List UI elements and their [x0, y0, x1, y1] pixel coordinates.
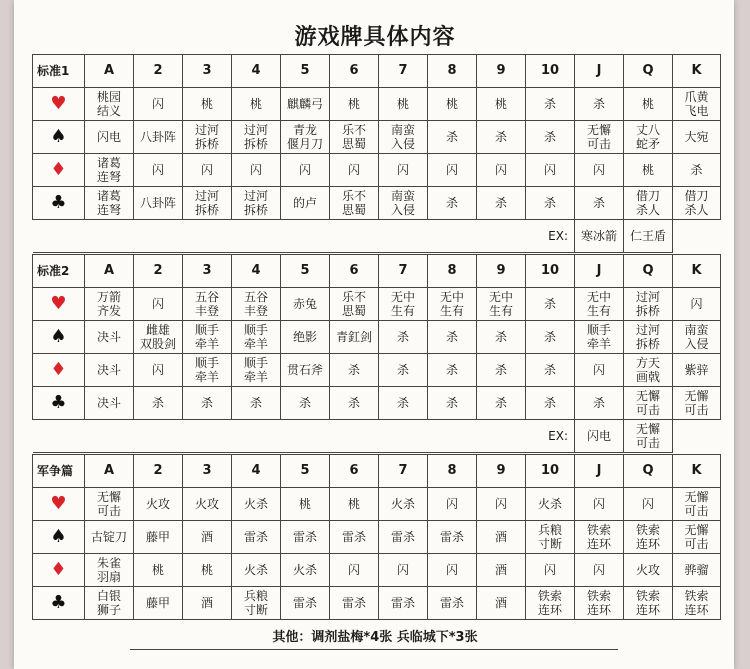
card-cell: 火杀	[232, 488, 281, 521]
rank-header: 3	[183, 55, 232, 88]
page-title: 游戏牌具体内容	[294, 25, 456, 50]
card-cell: 杀	[526, 354, 575, 387]
card-cell: 闪	[624, 488, 673, 521]
footer-underline	[130, 649, 618, 650]
card-cell: 桃	[428, 88, 477, 121]
card-cell: 乐不 思蜀	[330, 288, 379, 321]
table-row	[33, 154, 721, 187]
card-cell: 顺手 牵羊	[232, 321, 281, 354]
rank-header: 6	[330, 255, 379, 288]
card-cell: 无懈 可击	[85, 488, 134, 521]
card-cell: 无懈 可击	[673, 387, 721, 420]
card-table	[32, 254, 721, 453]
card-cell: 大宛	[673, 121, 721, 154]
card-cell: 无懈 可击	[673, 521, 721, 554]
card-cell: 顺手 牵羊	[183, 354, 232, 387]
rank-header: A	[85, 255, 134, 288]
card-cell: 桃	[477, 88, 526, 121]
rank-header: J	[575, 455, 624, 488]
card-cell: 火杀	[232, 554, 281, 587]
card-cell: 杀	[330, 354, 379, 387]
rank-header: K	[673, 255, 721, 288]
card-cell: 闪	[134, 288, 183, 321]
footer-note: 其他：调剂盐梅*4张 兵临城下*3张	[272, 630, 478, 645]
card-cell: 杀	[477, 121, 526, 154]
card-cell: 闪	[134, 354, 183, 387]
ex-row	[33, 220, 721, 253]
diamond-suit-icon: ♦	[33, 154, 85, 187]
rank-header: J	[575, 255, 624, 288]
card-cell: 过河 拆桥	[624, 321, 673, 354]
table-row	[33, 187, 721, 220]
card-cell: 丈八 蛇矛	[624, 121, 673, 154]
heart-suit-icon: ♥	[33, 288, 85, 321]
card-cell: 无中 生有	[477, 288, 526, 321]
card-cell: 桃	[183, 88, 232, 121]
card-cell: 南蛮 入侵	[673, 321, 721, 354]
table-row	[33, 387, 721, 420]
section-label: 军争篇	[33, 455, 85, 488]
rank-header: 2	[134, 55, 183, 88]
rank-header: 5	[281, 55, 330, 88]
card-cell: 八卦阵	[134, 121, 183, 154]
card-cell: 杀	[428, 354, 477, 387]
rank-header: 9	[477, 255, 526, 288]
card-cell: 铁索 连环	[624, 521, 673, 554]
card-cell: 杀	[526, 288, 575, 321]
card-cell: 决斗	[85, 321, 134, 354]
card-cell: 杀	[428, 187, 477, 220]
card-cell: 杀	[575, 88, 624, 121]
card-cell: 杀	[379, 387, 428, 420]
card-cell: 火杀	[379, 488, 428, 521]
card-cell: 贯石斧	[281, 354, 330, 387]
card-cell: 火杀	[526, 488, 575, 521]
rank-header: 3	[183, 455, 232, 488]
card-cell: 过河 拆桥	[624, 288, 673, 321]
card-cell: 酒	[183, 587, 232, 620]
table-row	[33, 121, 721, 154]
card-cell: 桃	[183, 554, 232, 587]
rank-header: 2	[134, 455, 183, 488]
rank-header: 8	[428, 255, 477, 288]
card-cell: 雷杀	[232, 521, 281, 554]
card-cell: 闪	[330, 554, 379, 587]
card-cell: 乐不 思蜀	[330, 121, 379, 154]
card-cell: 杀	[477, 387, 526, 420]
spade-suit-icon: ♠	[33, 121, 85, 154]
card-cell: 闪电	[85, 121, 134, 154]
rank-header: Q	[624, 455, 673, 488]
card-cell: 杀	[526, 121, 575, 154]
card-cell: 八卦阵	[134, 187, 183, 220]
card-cell: 闪	[281, 154, 330, 187]
card-cell: 火攻	[183, 488, 232, 521]
card-cell: 杀	[379, 354, 428, 387]
card-cell: 酒	[183, 521, 232, 554]
card-cell: 闪	[134, 88, 183, 121]
ex-spacer: EX:	[33, 220, 575, 253]
card-cell: 杀	[428, 387, 477, 420]
rank-header: 2	[134, 255, 183, 288]
card-cell: 杀	[379, 321, 428, 354]
card-cell: 南蛮 入侵	[379, 187, 428, 220]
card-cell: 青龙 偃月刀	[281, 121, 330, 154]
card-cell: 顺手 牵羊	[183, 321, 232, 354]
card-cell: 爪黄 飞电	[673, 88, 721, 121]
rank-header: 9	[477, 55, 526, 88]
card-cell: 杀	[477, 354, 526, 387]
diamond-suit-icon: ♦	[33, 554, 85, 587]
rank-header: 8	[428, 55, 477, 88]
card-cell: 酒	[477, 587, 526, 620]
card-cell: 闪	[183, 154, 232, 187]
rank-header: 7	[379, 55, 428, 88]
table-row	[33, 488, 721, 521]
card-cell: 藤甲	[134, 521, 183, 554]
card-cell: 方天 画戟	[624, 354, 673, 387]
rank-header: Q	[624, 255, 673, 288]
ex-spacer: EX:	[33, 420, 575, 453]
card-cell: 桃	[134, 554, 183, 587]
card-cell: 雷杀	[330, 587, 379, 620]
card-table	[32, 454, 721, 620]
card-cell: 无中 生有	[379, 288, 428, 321]
rank-header: 5	[281, 455, 330, 488]
card-cell: 雷杀	[379, 587, 428, 620]
card-cell: 雷杀	[428, 587, 477, 620]
card-cell: 铁索 连环	[526, 587, 575, 620]
ex-card-cell: 无懈 可击	[624, 420, 673, 453]
club-suit-icon: ♣	[33, 187, 85, 220]
rank-header: Q	[624, 55, 673, 88]
card-cell: 杀	[428, 121, 477, 154]
card-cell: 杀	[232, 387, 281, 420]
card-cell: 绝影	[281, 321, 330, 354]
table-row	[33, 288, 721, 321]
card-cell: 过河 拆桥	[232, 121, 281, 154]
rank-header: 7	[379, 455, 428, 488]
card-cell: 无懈 可击	[575, 121, 624, 154]
card-cell: 闪	[575, 354, 624, 387]
card-cell: 藤甲	[134, 587, 183, 620]
card-cell: 铁索 连环	[575, 521, 624, 554]
card-cell: 闪	[575, 154, 624, 187]
card-cell: 无中 生有	[575, 288, 624, 321]
card-cell: 过河 拆桥	[183, 187, 232, 220]
card-cell: 雷杀	[330, 521, 379, 554]
rank-header: 3	[183, 255, 232, 288]
table-row	[33, 521, 721, 554]
table-row	[33, 321, 721, 354]
card-cell: 酒	[477, 521, 526, 554]
rank-header: 10	[526, 55, 575, 88]
card-cell: 杀	[330, 387, 379, 420]
card-cell: 骅骝	[673, 554, 721, 587]
ex-card-cell: 仁王盾	[624, 220, 673, 253]
card-cell: 闪	[428, 554, 477, 587]
card-cell: 闪	[134, 154, 183, 187]
club-suit-icon: ♣	[33, 387, 85, 420]
card-cell: 的卢	[281, 187, 330, 220]
card-cell: 杀	[428, 321, 477, 354]
card-cell: 杀	[183, 387, 232, 420]
card-cell: 乐不 思蜀	[330, 187, 379, 220]
card-cell: 雷杀	[428, 521, 477, 554]
card-cell: 雷杀	[281, 521, 330, 554]
card-cell: 桃园 结义	[85, 88, 134, 121]
card-cell: 闪	[575, 554, 624, 587]
card-cell: 桃	[281, 488, 330, 521]
rank-header: 6	[330, 55, 379, 88]
table-row	[33, 354, 721, 387]
card-cell: 闪	[428, 488, 477, 521]
ex-card-cell: 闪电	[575, 420, 624, 453]
card-cell: 杀	[526, 387, 575, 420]
card-cell: 闪	[575, 488, 624, 521]
card-cell: 顺手 牵羊	[575, 321, 624, 354]
club-suit-icon: ♣	[33, 587, 85, 620]
rank-header: 10	[526, 455, 575, 488]
card-cell: 闪	[379, 554, 428, 587]
section-standard-1	[32, 54, 721, 253]
card-cell: 闪	[232, 154, 281, 187]
card-cell: 杀	[134, 387, 183, 420]
table-row	[33, 88, 721, 121]
card-cell: 铁索 连环	[673, 587, 721, 620]
card-cell: 杀	[477, 187, 526, 220]
rank-header: J	[575, 55, 624, 88]
card-cell: 闪	[379, 154, 428, 187]
card-cell: 杀	[575, 387, 624, 420]
card-cell: 桃	[232, 88, 281, 121]
card-table	[32, 54, 721, 253]
card-cell: 青釭剑	[330, 321, 379, 354]
card-cell: 决斗	[85, 354, 134, 387]
rank-header: A	[85, 455, 134, 488]
card-cell: 桃	[330, 488, 379, 521]
card-cell: 过河 拆桥	[183, 121, 232, 154]
rank-header: 4	[232, 455, 281, 488]
card-cell: 决斗	[85, 387, 134, 420]
card-cell: 闪	[526, 154, 575, 187]
rank-header: 7	[379, 255, 428, 288]
card-cell: 闪	[477, 154, 526, 187]
card-cell: 借刀 杀人	[673, 187, 721, 220]
rank-header: K	[673, 455, 721, 488]
card-cell: 雌雄 双股剑	[134, 321, 183, 354]
rank-header: 5	[281, 255, 330, 288]
card-cell: 五谷 丰登	[232, 288, 281, 321]
rank-header: 9	[477, 455, 526, 488]
section-standard-2	[32, 254, 721, 453]
card-cell: 酒	[477, 554, 526, 587]
rank-header: K	[673, 55, 721, 88]
rank-header: 6	[330, 455, 379, 488]
card-cell: 杀	[575, 187, 624, 220]
card-cell: 无懈 可击	[673, 488, 721, 521]
card-cell: 桃	[379, 88, 428, 121]
rank-header: 8	[428, 455, 477, 488]
rank-header: 4	[232, 255, 281, 288]
card-cell: 古锭刀	[85, 521, 134, 554]
spade-suit-icon: ♠	[33, 521, 85, 554]
card-cell: 诸葛 连弩	[85, 154, 134, 187]
card-cell: 桃	[624, 88, 673, 121]
header-row	[33, 455, 721, 488]
section-label: 标准1	[33, 55, 85, 88]
card-cell: 闪	[330, 154, 379, 187]
card-cell: 朱雀 羽扇	[85, 554, 134, 587]
card-cell: 兵粮 寸断	[526, 521, 575, 554]
card-cell: 杀	[673, 154, 721, 187]
card-cell: 火攻	[624, 554, 673, 587]
table-row	[33, 554, 721, 587]
card-cell: 铁索 连环	[575, 587, 624, 620]
card-cell: 闪	[428, 154, 477, 187]
card-cell: 万箭 齐发	[85, 288, 134, 321]
diamond-suit-icon: ♦	[33, 354, 85, 387]
ex-row	[33, 420, 721, 453]
rank-header: 4	[232, 55, 281, 88]
card-cell: 兵粮 寸断	[232, 587, 281, 620]
card-cell: 火杀	[281, 554, 330, 587]
spade-suit-icon: ♠	[33, 321, 85, 354]
card-cell: 南蛮 入侵	[379, 121, 428, 154]
card-cell: 借刀 杀人	[624, 187, 673, 220]
ex-card-cell: 寒冰箭	[575, 220, 624, 253]
card-cell: 闪	[477, 488, 526, 521]
card-cell: 五谷 丰登	[183, 288, 232, 321]
header-row	[33, 255, 721, 288]
card-cell: 过河 拆桥	[232, 187, 281, 220]
card-cell: 诸葛 连弩	[85, 187, 134, 220]
card-cell: 赤兔	[281, 288, 330, 321]
table-row	[33, 587, 721, 620]
heart-suit-icon: ♥	[33, 488, 85, 521]
card-cell: 无中 生有	[428, 288, 477, 321]
card-cell: 雷杀	[379, 521, 428, 554]
card-cell: 桃	[330, 88, 379, 121]
header-row	[33, 55, 721, 88]
card-cell: 桃	[624, 154, 673, 187]
card-cell: 铁索 连环	[624, 587, 673, 620]
card-cell: 雷杀	[281, 587, 330, 620]
section-military	[32, 454, 721, 620]
rank-header: A	[85, 55, 134, 88]
card-cell: 顺手 牵羊	[232, 354, 281, 387]
card-cell: 杀	[281, 387, 330, 420]
card-cell: 杀	[526, 187, 575, 220]
card-cell: 火攻	[134, 488, 183, 521]
card-cell: 杀	[526, 88, 575, 121]
rank-header: 10	[526, 255, 575, 288]
heart-suit-icon: ♥	[33, 88, 85, 121]
card-cell: 麒麟弓	[281, 88, 330, 121]
card-cell: 闪	[526, 554, 575, 587]
section-label: 标准2	[33, 255, 85, 288]
card-cell: 紫骍	[673, 354, 721, 387]
card-cell: 闪	[673, 288, 721, 321]
card-cell: 白银 狮子	[85, 587, 134, 620]
card-cell: 无懈 可击	[624, 387, 673, 420]
card-cell: 杀	[477, 321, 526, 354]
card-cell: 杀	[526, 321, 575, 354]
